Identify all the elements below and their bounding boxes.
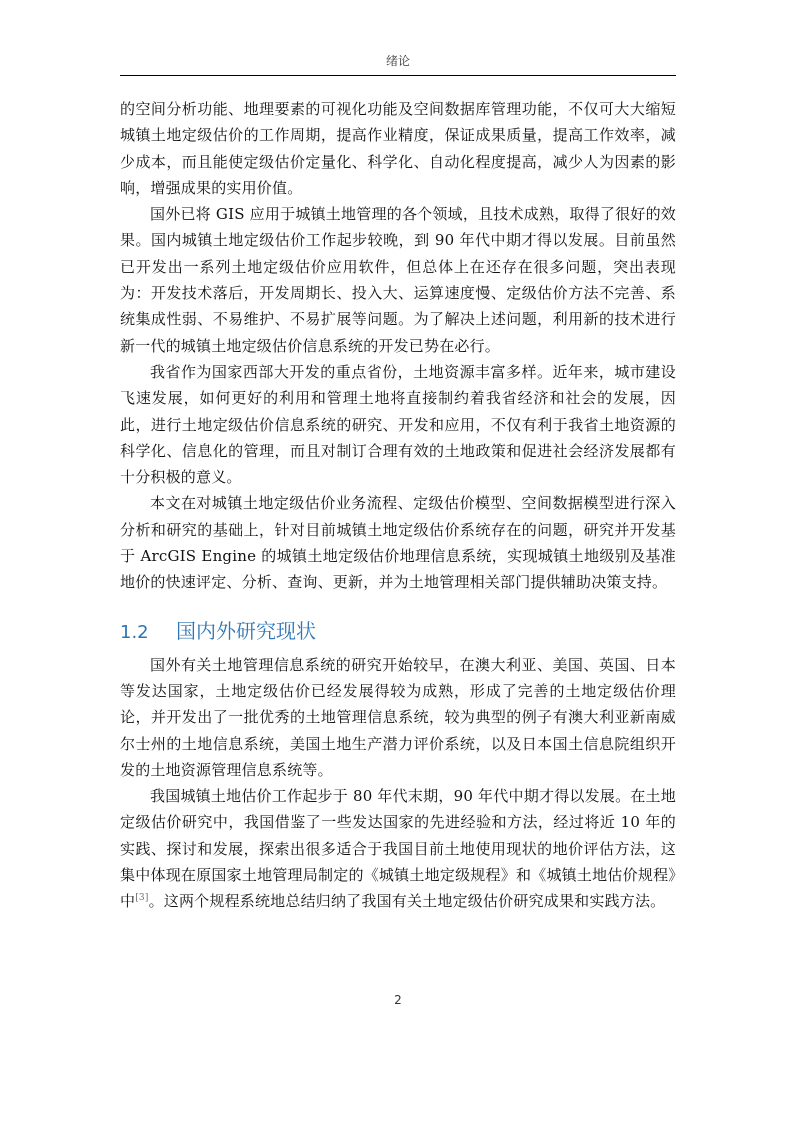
paragraph-text-tail: 。这两个规程系统地总结归纳了我国有关土地定级估价研究成果和实践方法。 bbox=[148, 892, 666, 911]
section-title: 国内外研究现状 bbox=[176, 618, 316, 643]
paragraph: 本文在对城镇土地定级估价业务流程、定级估价模型、空间数据模型进行深入分析和研究的基础上，针对目前城镇土地定级估价系统存在的问题，研究并开发基于 ArcGIS Engine 的城镇土地定级估价地理信息系统，实现城镇土地级别及基准地价的快速评定、分析、查询、更新，并为土地管理相关部门提供辅助决策支持。 bbox=[120, 494, 676, 592]
paragraph: 我省作为国家西部大开发的重点省份，土地资源丰富多样。近年来，城市建设飞速发展，如何更好的利用和管理土地将直接制约着我省经济和社会的发展，因此，进行土地定级估价信息系统的研究、开发和应用，不仅有利于我省土地资源的科学化、信息化的管理，而且对制订合理有效的土地政策和促进社会经济发展都有十分积极的意义。 bbox=[120, 362, 676, 487]
citation-link[interactable]: [3] bbox=[135, 893, 149, 904]
header-rule bbox=[120, 75, 676, 76]
paragraph-text: 我国城镇土地估价工作起步于 80 年代末期，90 年代中期才得以发展。在土地定级估价研究中，我国借鉴了一些发达国家的先进经验和方法，经过将近 10 年的实践、探讨和发展，探索出很多适合于我国目前土地使用现状的地价评估方法，这集中体现在原国家土地管理局制定的《城镇土地定级规程》和《城镇土地估价规程》中 bbox=[120, 787, 676, 911]
page-number: 2 bbox=[394, 993, 402, 1007]
paragraph: 的空间分析功能、地理要素的可视化功能及空间数据库管理功能，不仅可大大缩短城镇土地定级估价的工作周期，提高作业精度，保证成果质量，提高工作效率，减少成本，而且能使定级估价定量化、科学化、自动化程度提高，减少人为因素的影响，增强成果的实用价值。 bbox=[120, 100, 676, 197]
paragraph: 国外有关土地管理信息系统的研究开始较早，在澳大利亚、美国、英国、日本等发达国家，土地定级估价已经发展得较为成熟，形成了完善的土地定级估价理论，并开发出了一批优秀的土地管理信息系统，较为典型的例子有澳大利亚新南威尔士州的土地信息系统，美国土地生产潜力评价系统，以及日本国土信息院组织开发的土地资源管理信息系统等。 bbox=[120, 655, 676, 779]
paragraph-with-citation bbox=[120, 783, 676, 914]
page-body bbox=[120, 96, 676, 915]
section-number: 1.2 bbox=[120, 621, 149, 643]
paragraph: 国外已将 GIS 应用于城镇土地管理的各个领域，且技术成熟，取得了很好的效果。国内城镇土地定级估价工作起步较晚，到 90 年代中期才得以发展。目前虽然已开发出一系列土地定级估价应用软件，但总体上在还存在很多问题，突出表现为：开发技术落后，开发周期长、投入大、运算速度慢、定级估价方法不完善、系统集成性弱、不易维护、不易扩展等问题。为了解决上述问题，利用新的技术进行新一代的城镇土地定级估价信息系统的开发已势在必行。 bbox=[120, 205, 676, 355]
running-header: 绪论 bbox=[385, 54, 410, 68]
section-heading bbox=[120, 614, 676, 650]
